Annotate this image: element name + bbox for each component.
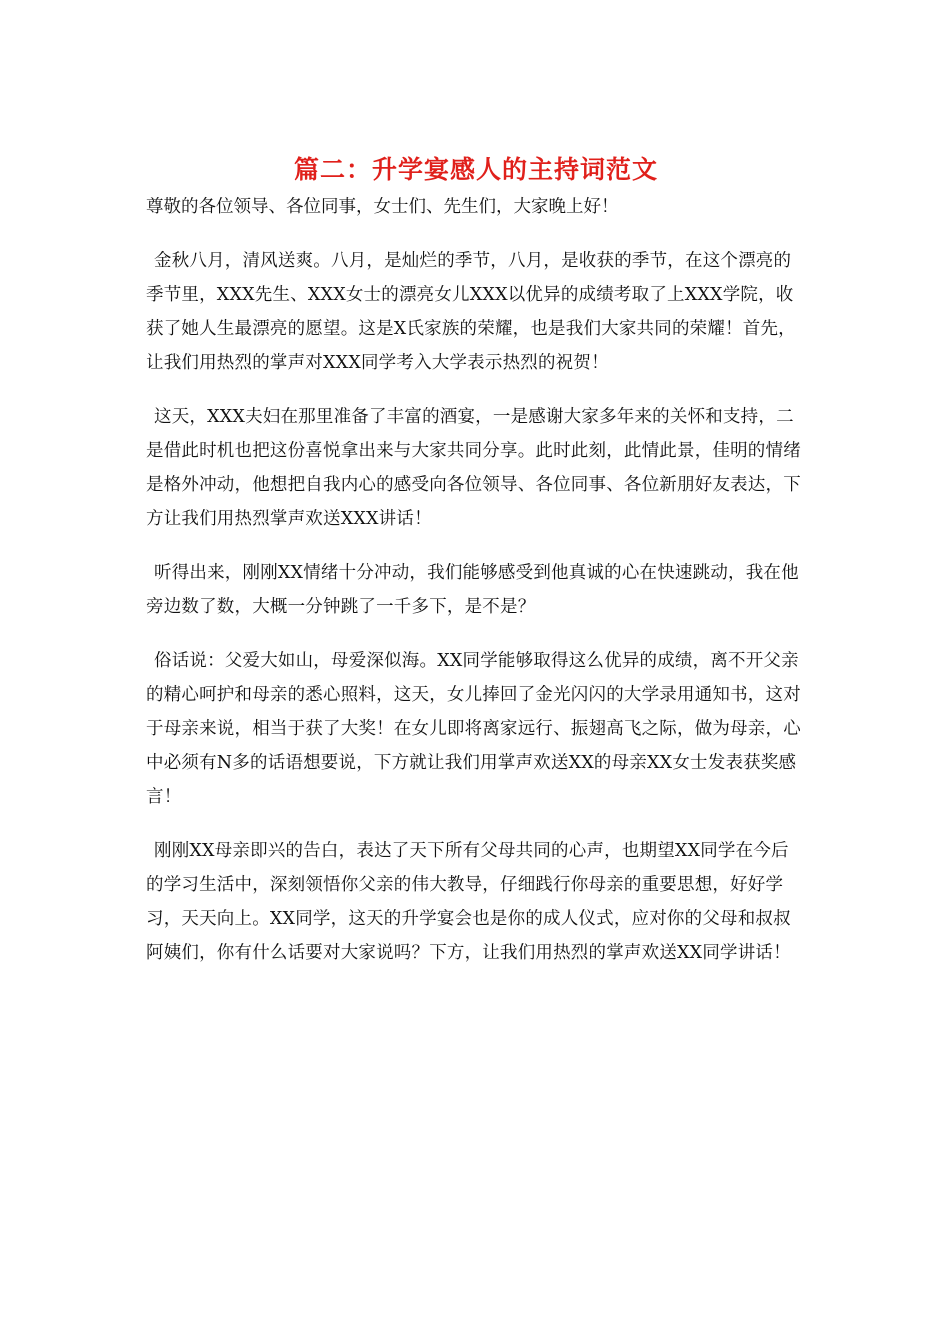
document-page [146,150,806,990]
paragraph-2: 这天，XXX夫妇在那里准备了丰富的酒宴，一是感谢大家多年来的关怀和支持，二是借此时机也把这份喜悦拿出来与大家共同分享。此时此刻，此情此景，佳明的情绪是格外冲动，他想把自我内心的感受向各位领导、各位同事、各位新朋好友表达，下方让我们用热烈掌声欢送XXX讲话！ [146,407,801,529]
document-title: 篇二：升学宴感人的主持词范文 [293,155,658,184]
paragraph-4: 俗话说：父爱大如山，母爱深似海。XX同学能够取得这么优异的成绩，离不开父亲的精心呵护和母亲的悉心照料，这天，女儿捧回了金光闪闪的大学录用通知书，这对于母亲来说，相当于获了大奖！在女儿即将离家远行、振翅高飞之际，做为母亲，心中必须有N多的话语想要说，下方就让我们用掌声欢送XX的母亲XX女士发表获奖感言！ [146,651,801,807]
greeting-line: 尊敬的各位领导、各位同事，女士们、先生们，大家晚上好！ [146,197,619,217]
paragraph-1: 金秋八月，清风送爽。八月，是灿烂的季节，八月，是收获的季节，在这个漂亮的季节里，XXX先生、XXX女士的漂亮女儿XXX以优异的成绩考取了上XXX学院，收获了她人生最漂亮的愿望。这是X氏家族的荣耀，也是我们大家共同的荣耀！首先，让我们用热烈的掌声对XXX同学考入大学表示热烈的祝贺！ [146,251,796,373]
paragraph-3: 听得出来，刚刚XX情绪十分冲动，我们能够感受到他真诚的心在快速跳动，我在他旁边数了数，大概一分钟跳了一千多下，是不是？ [146,563,799,617]
paragraph-5: 刚刚XX母亲即兴的告白，表达了天下所有父母共同的心声，也期望XX同学在今后的学习生活中，深刻领悟你父亲的伟大教导，仔细践行你母亲的重要思想，好好学习，天天向上。XX同学，这天的升学宴会也是你的成人仪式，应对你的父母和叔叔阿姨们，你有什么话要对大家说吗？下方，让我们用热烈的掌声欢送XX同学讲话！ [146,841,791,963]
